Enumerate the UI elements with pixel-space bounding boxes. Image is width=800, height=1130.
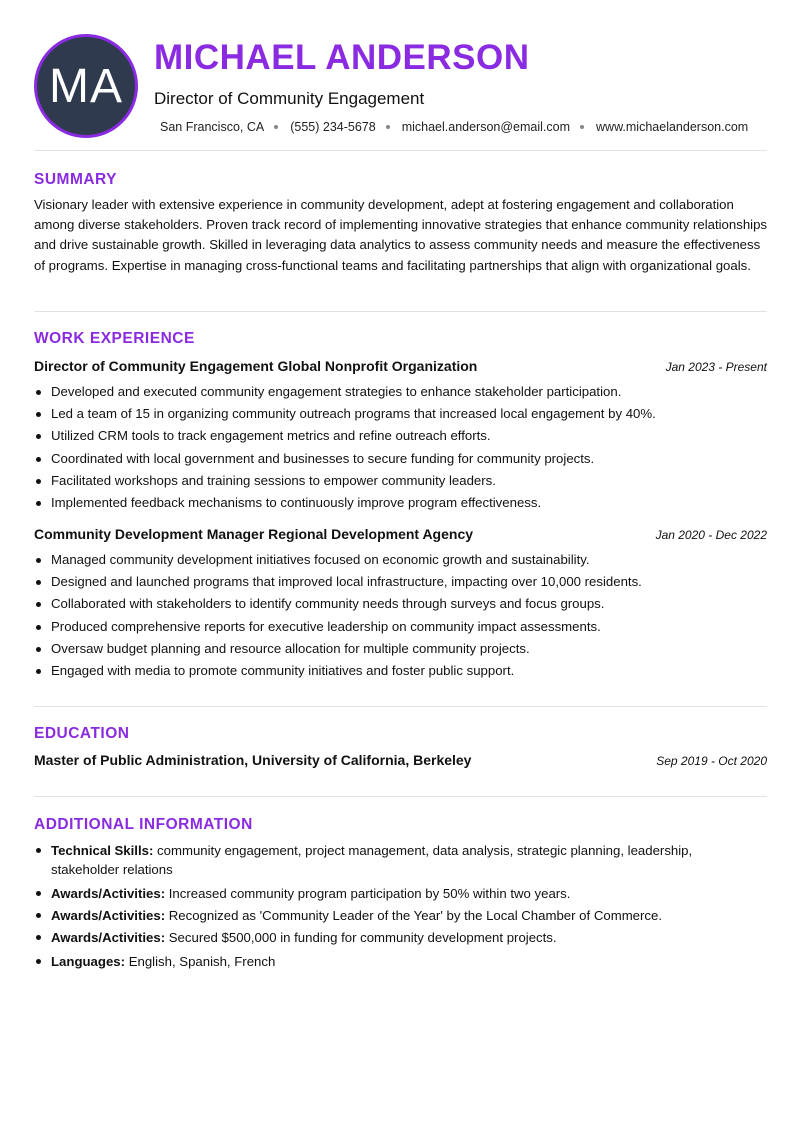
- separator-dot: [386, 125, 390, 129]
- item-text: Increased community program participation by 50% within two years.: [168, 886, 571, 901]
- job-dates: Jan 2020 - Dec 2022: [655, 528, 767, 542]
- item-text: Recognized as 'Community Leader of the Year' by the Local Chamber of Commerce.: [168, 908, 662, 923]
- additional-information-heading: ADDITIONAL INFORMATION: [34, 816, 253, 833]
- list-item: Utilized CRM tools to track engagement metrics and refine outreach efforts.: [51, 425, 751, 447]
- item-label: Languages:: [51, 954, 126, 969]
- contact-line: [160, 120, 748, 134]
- job-header: [34, 526, 767, 542]
- contact-location: San Francisco, CA: [160, 120, 265, 134]
- job-bullets: [51, 549, 751, 682]
- list-item: Led a team of 15 in organizing community outreach programs that increased local engagement by 40%.: [51, 403, 751, 425]
- separator-dot: [580, 125, 584, 129]
- summary-heading: SUMMARY: [34, 171, 118, 188]
- item-label: Awards/Activities:: [51, 930, 166, 945]
- work-experience-heading: WORK EXPERIENCE: [34, 330, 195, 347]
- list-item: [51, 884, 711, 903]
- job-bullets: [51, 381, 751, 514]
- additional-list: [51, 841, 711, 974]
- list-item: Collaborated with stakeholders to identify community needs through surveys and focus groups.: [51, 593, 751, 615]
- divider: [34, 150, 767, 151]
- item-label: Technical Skills:: [51, 843, 154, 858]
- avatar: [34, 34, 138, 138]
- list-item: Managed community development initiatives focused on economic growth and sustainability.: [51, 549, 751, 571]
- list-item: [51, 952, 711, 971]
- contact-website[interactable]: www.michaelanderson.com: [596, 120, 749, 134]
- candidate-name: MICHAEL ANDERSON: [154, 38, 530, 77]
- list-item: Facilitated workshops and training sessions to empower community leaders.: [51, 470, 751, 492]
- item-text: English, Spanish, French: [128, 954, 276, 969]
- list-item: Oversaw budget planning and resource allocation for multiple community projects.: [51, 638, 751, 660]
- divider: [34, 796, 767, 797]
- education-dates: Sep 2019 - Oct 2020: [656, 754, 767, 768]
- list-item: Engaged with media to promote community initiatives and foster public support.: [51, 660, 751, 682]
- separator-dot: [274, 125, 278, 129]
- job-header: [34, 358, 767, 374]
- list-item: [51, 841, 711, 879]
- candidate-title: Director of Community Engagement: [154, 89, 425, 108]
- list-item: Designed and launched programs that improved local infrastructure, impacting over 10,000 residents.: [51, 571, 751, 593]
- job-title: Director of Community Engagement Global Nonprofit Organization: [34, 358, 478, 374]
- job-dates: Jan 2023 - Present: [665, 360, 767, 374]
- item-label: Awards/Activities:: [51, 886, 166, 901]
- item-text: Secured $500,000 in funding for community development projects.: [168, 930, 557, 945]
- avatar-initials: MA: [49, 59, 123, 113]
- list-item: Implemented feedback mechanisms to continuously improve program effectiveness.: [51, 492, 751, 514]
- list-item: [51, 928, 711, 947]
- divider: [34, 311, 767, 312]
- job-title: Community Development Manager Regional Development Agency: [34, 526, 474, 542]
- item-label: Awards/Activities:: [51, 908, 166, 923]
- summary-text: Visionary leader with extensive experience in community development, adept at fostering engagement and collaboration among diverse stakeholders. Proven track record of implementing innovative strategies that enhance community relationships and drive sustainable growth. Skilled in leveraging data analytics to assess community needs and measure the effectiveness of programs. Expertise in managing cross-functional teams and facilitating partnerships that align with organizational goals.: [34, 197, 768, 273]
- list-item: [51, 906, 711, 925]
- contact-email[interactable]: michael.anderson@email.com: [401, 120, 571, 134]
- item-text: community engagement, project management, data analysis, strategic planning, leadership, stakeholder relations: [51, 843, 693, 877]
- resume-header: [34, 34, 767, 138]
- divider: [34, 706, 767, 707]
- education-entry: [34, 752, 767, 768]
- list-item: Produced comprehensive reports for executive leadership on community impact assessments.: [51, 616, 751, 638]
- list-item: Developed and executed community engagement strategies to enhance stakeholder participation.: [51, 381, 751, 403]
- education-heading: EDUCATION: [34, 725, 130, 742]
- list-item: Coordinated with local government and businesses to secure funding for community projects.: [51, 448, 751, 470]
- contact-phone: (555) 234-5678: [290, 120, 376, 134]
- degree: Master of Public Administration, University of California, Berkeley: [34, 752, 472, 768]
